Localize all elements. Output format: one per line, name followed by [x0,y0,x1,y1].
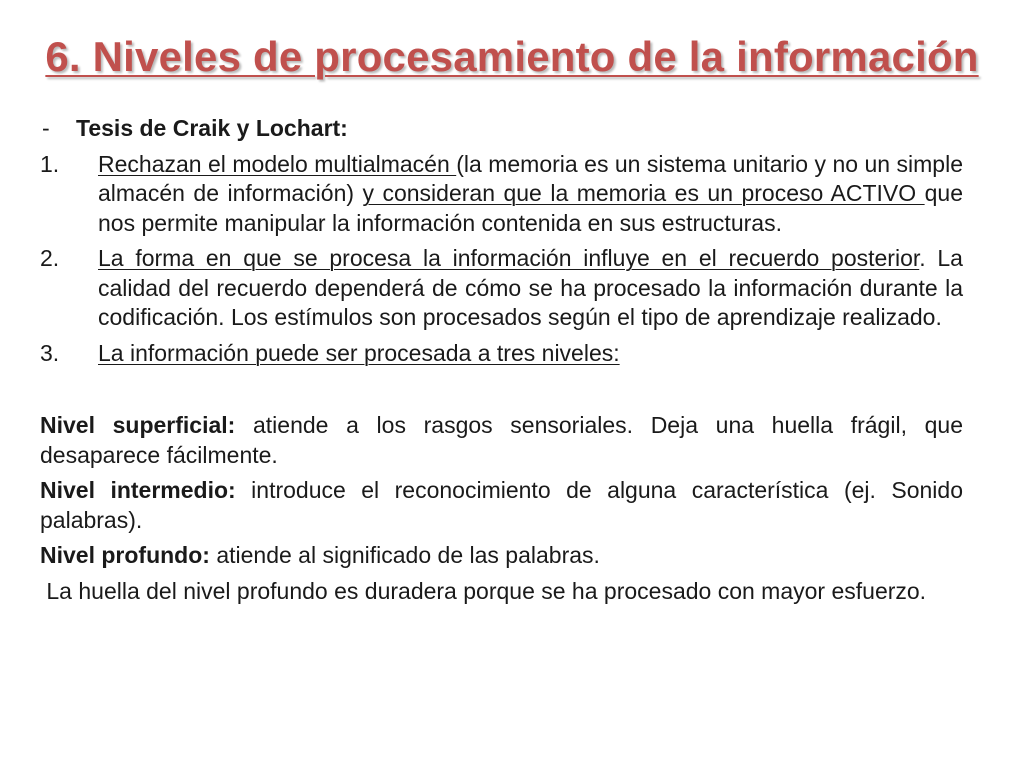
slide-title: 6. Niveles de procesamiento de la información [45,33,979,80]
item-segment: que nos permite manipular la información contenida en sus estructuras. [98,180,963,236]
item-segment: La información puede ser procesada a tres niveles: [98,339,620,366]
item-segment: y consideran que la memoria es un proceso ACTIVO [362,180,925,206]
level-label: Nivel intermedio: [40,477,236,503]
item-number: 1. [40,150,60,177]
item-text [98,150,963,239]
level-paragraph [40,476,963,535]
level-paragraph [40,541,963,571]
list-item [40,339,963,369]
level-text: atiende a los rasgos sensoriales. Deja una huella frágil, que desaparece fácilmente. [40,412,963,468]
level-paragraph [40,411,963,470]
closing-paragraph: La huella del nivel profundo es duradera porque se ha procesado con mayor esfuerzo. [40,577,927,604]
item-number: 2. [40,245,60,271]
list-item [40,150,963,239]
level-label: Nivel superficial: [40,412,236,438]
item-text [98,339,963,369]
item-text [98,244,963,333]
slide-content [40,114,963,612]
item-segment: (la memoria es un sistema unitario y no un simple almacén de información) [98,150,963,206]
spacer [40,374,963,411]
level-text: introduce el reconocimiento de alguna característica (ej. Sonido palabras). [40,477,963,533]
item-segment: La forma en que se procesa la información influye en el recuerdo posterior [98,245,920,271]
intro-label: Tesis de Craik y Lochart: [76,115,348,141]
dash-bullet: - [42,115,50,141]
level-label: Nivel profundo: [40,542,210,568]
item-number: 3. [40,339,60,366]
item-segment: . La calidad del recuerdo dependerá de cómo se ha procesado la información durante la codificación. Los estímulos son procesados según el tipo de aprendizaje realizado. [98,245,963,330]
intro-line [40,114,963,144]
level-text: atiende al significado de las palabras. [209,542,600,568]
item-segment: Rechazan el modelo multialmacén [98,150,457,177]
list-item [40,244,963,333]
